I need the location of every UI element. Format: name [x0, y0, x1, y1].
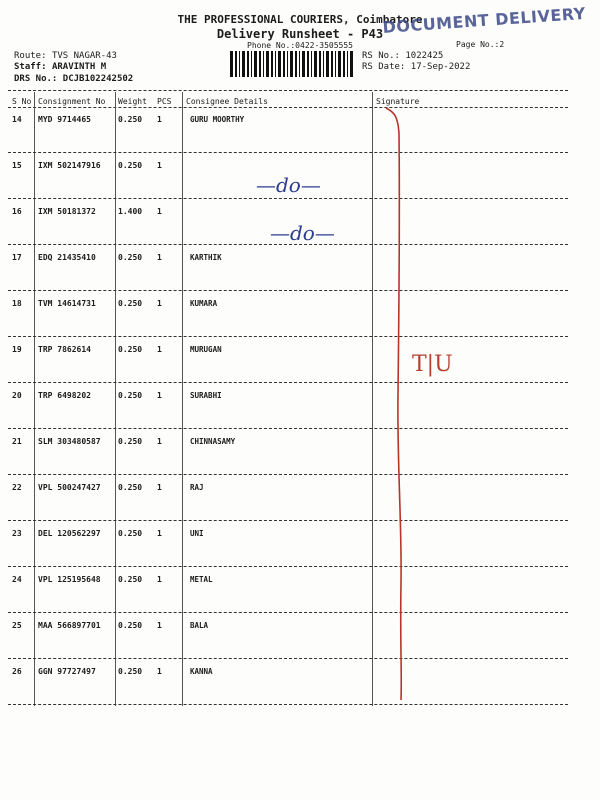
- table-row: [0, 253, 600, 299]
- table-row: [0, 483, 600, 529]
- table-row: [0, 621, 600, 667]
- consignment-cell: TRP 7862614: [38, 345, 91, 354]
- document-delivery-stamp: DOCUMENT DELIVERY: [382, 3, 587, 37]
- consignment-cell: GGN 97727497: [38, 667, 96, 676]
- consignment-cell: IXM 502147916: [38, 161, 101, 170]
- staff-line: [14, 62, 106, 72]
- consignee-cell: GURU MOORTHY: [190, 115, 245, 124]
- table-row: [0, 437, 600, 483]
- table-row: [0, 345, 600, 391]
- consignment-cell: DEL 120562297: [38, 529, 101, 538]
- staff-value: ARAVINTH M: [51, 62, 107, 72]
- consignment-cell: EDQ 21435410: [38, 253, 96, 262]
- pcs-cell: 1: [157, 575, 162, 584]
- rs-date-value: 17-Sep-2022: [410, 62, 471, 72]
- table-row: [0, 529, 600, 575]
- consignee-cell: METAL: [190, 575, 213, 584]
- barcode-bar: [259, 51, 261, 77]
- weight-cell: 0.250: [118, 529, 143, 538]
- sno-cell: 24: [12, 575, 22, 584]
- barcode-bar: [275, 51, 276, 77]
- row-divider: [8, 382, 568, 383]
- sno-cell: 19: [12, 345, 22, 354]
- weight-cell: 0.250: [118, 575, 143, 584]
- route-value: TVS NAGAR-43: [51, 51, 117, 61]
- row-divider: [8, 566, 568, 567]
- sno-cell: 21: [12, 437, 22, 446]
- table-row: [0, 299, 600, 345]
- barcode-bar: [263, 51, 264, 77]
- row-divider: [8, 658, 568, 659]
- barcode-bar: [338, 51, 341, 77]
- sno-cell: 26: [12, 667, 22, 676]
- weight-cell: 0.250: [118, 483, 143, 492]
- consignment-cell: IXM 50181372: [38, 207, 96, 216]
- row-divider: [8, 198, 568, 199]
- col-header-consignee: Consignee Details: [186, 97, 268, 106]
- barcode-bar: [230, 51, 233, 77]
- staff-label: Staff:: [14, 62, 47, 72]
- barcode-bar: [347, 51, 348, 77]
- barcode-bar: [343, 51, 345, 77]
- row-divider: [8, 152, 568, 153]
- barcode-bar: [295, 51, 297, 77]
- consignment-cell: SLM 303480587: [38, 437, 101, 446]
- consignee-cell: RAJ: [190, 483, 204, 492]
- barcode-bar: [271, 51, 273, 77]
- weight-cell: 0.250: [118, 391, 143, 400]
- consignment-cell: MAA 566897701: [38, 621, 101, 630]
- weight-cell: 0.250: [118, 299, 143, 308]
- barcode-bar: [323, 51, 324, 77]
- consignment-cell: TRP 6498202: [38, 391, 91, 400]
- row-divider: [8, 704, 568, 705]
- drs-label: DRS No.:: [14, 74, 58, 84]
- barcode-bar: [299, 51, 300, 77]
- sno-cell: 16: [12, 207, 22, 216]
- barcode-bar: [311, 51, 312, 77]
- consignee-cell: BALA: [190, 621, 209, 630]
- weight-cell: 0.250: [118, 621, 143, 630]
- ditto-mark-2: —do—: [270, 221, 335, 245]
- company-name: THE PROFESSIONAL COURIERS, Coimbatore: [177, 13, 423, 26]
- table-row: [0, 575, 600, 621]
- barcode-bar: [283, 51, 285, 77]
- phone-number: Phone No.:0422-3505555: [247, 41, 353, 50]
- rs-date-line: [362, 62, 470, 72]
- signature-stroke: [380, 104, 420, 704]
- consignee-cell: CHINNASAMY: [190, 437, 236, 446]
- consignee-cell: KANNA: [190, 667, 213, 676]
- barcode-bar: [266, 51, 269, 77]
- pcs-cell: 1: [157, 253, 162, 262]
- page-number: Page No.:2: [456, 40, 505, 49]
- pcs-cell: 1: [157, 299, 162, 308]
- pcs-cell: 1: [157, 621, 162, 630]
- barcode-bar: [239, 51, 240, 77]
- pcs-cell: 1: [157, 529, 162, 538]
- consignee-cell: KUMARA: [190, 299, 218, 308]
- barcode-bar: [319, 51, 321, 77]
- weight-cell: 0.250: [118, 161, 143, 170]
- consignee-cell: SURABHI: [190, 391, 222, 400]
- pcs-cell: 1: [157, 115, 162, 124]
- row-divider: [8, 428, 568, 429]
- barcode-bar: [242, 51, 245, 77]
- barcode-bar: [278, 51, 281, 77]
- barcode-bar: [235, 51, 237, 77]
- header-divider-bottom: [8, 107, 568, 108]
- runsheet-title: Delivery Runsheet - P43: [216, 27, 384, 41]
- barcode-bar: [331, 51, 333, 77]
- row-divider: [8, 290, 568, 291]
- barcode-bar: [247, 51, 249, 77]
- pcs-cell: 1: [157, 391, 162, 400]
- col-header-pcs: PCS: [157, 97, 172, 106]
- barcode-bar: [254, 51, 257, 77]
- table-row: [0, 391, 600, 437]
- sno-cell: 23: [12, 529, 22, 538]
- barcode-bar: [287, 51, 288, 77]
- barcode-bar: [335, 51, 336, 77]
- col-header-sno: S No: [12, 97, 32, 106]
- table-row: [0, 667, 600, 713]
- weight-cell: 1.400: [118, 207, 143, 216]
- barcode-bar: [302, 51, 305, 77]
- weight-cell: 0.250: [118, 437, 143, 446]
- consignment-cell: MYD 9714465: [38, 115, 91, 124]
- sno-cell: 22: [12, 483, 22, 492]
- signature-note: T|U: [412, 352, 453, 377]
- sno-cell: 14: [12, 115, 22, 124]
- col-header-signature: Signature: [376, 97, 420, 106]
- route-label: Route:: [14, 51, 47, 61]
- consignment-cell: VPL 125195648: [38, 575, 101, 584]
- consignment-cell: VPL 500247427: [38, 483, 101, 492]
- sno-cell: 25: [12, 621, 22, 630]
- sno-cell: 17: [12, 253, 22, 262]
- rs-date-label: RS Date:: [362, 62, 406, 72]
- drs-line: [14, 74, 133, 84]
- barcode-bar: [251, 51, 252, 77]
- ditto-mark-1: —do—: [256, 173, 321, 197]
- sno-cell: 18: [12, 299, 22, 308]
- pcs-cell: 1: [157, 437, 162, 446]
- barcode-bar: [290, 51, 293, 77]
- consignee-cell: KARTHIK: [190, 253, 222, 262]
- row-divider: [8, 474, 568, 475]
- drs-value: DCJB102242502: [62, 74, 134, 84]
- barcode: [230, 51, 354, 77]
- pcs-cell: 1: [157, 161, 162, 170]
- header-divider-top: [8, 90, 568, 91]
- pcs-cell: 1: [157, 483, 162, 492]
- sno-cell: 20: [12, 391, 22, 400]
- rs-no-line: [362, 51, 443, 61]
- col-header-consignment: Consignment No: [38, 97, 106, 106]
- barcode-bar: [307, 51, 309, 77]
- row-divider: [8, 336, 568, 337]
- consignee-cell: UNI: [190, 529, 204, 538]
- pcs-cell: 1: [157, 345, 162, 354]
- table-row: [0, 115, 600, 161]
- pcs-cell: 1: [157, 667, 162, 676]
- barcode-bar: [314, 51, 317, 77]
- weight-cell: 0.250: [118, 115, 143, 124]
- pcs-cell: 1: [157, 207, 162, 216]
- consignee-cell: MURUGAN: [190, 345, 222, 354]
- sno-cell: 15: [12, 161, 22, 170]
- consignment-cell: TVM 14614731: [38, 299, 96, 308]
- weight-cell: 0.250: [118, 667, 143, 676]
- weight-cell: 0.250: [118, 345, 143, 354]
- weight-cell: 0.250: [118, 253, 143, 262]
- route-line: [14, 51, 117, 61]
- rs-no-value: 1022425: [405, 51, 444, 61]
- col-header-weight: Weight: [118, 97, 147, 106]
- barcode-bar: [350, 51, 353, 77]
- barcode-bar: [326, 51, 329, 77]
- row-divider: [8, 520, 568, 521]
- row-divider: [8, 612, 568, 613]
- rs-no-label: RS No.:: [362, 51, 400, 61]
